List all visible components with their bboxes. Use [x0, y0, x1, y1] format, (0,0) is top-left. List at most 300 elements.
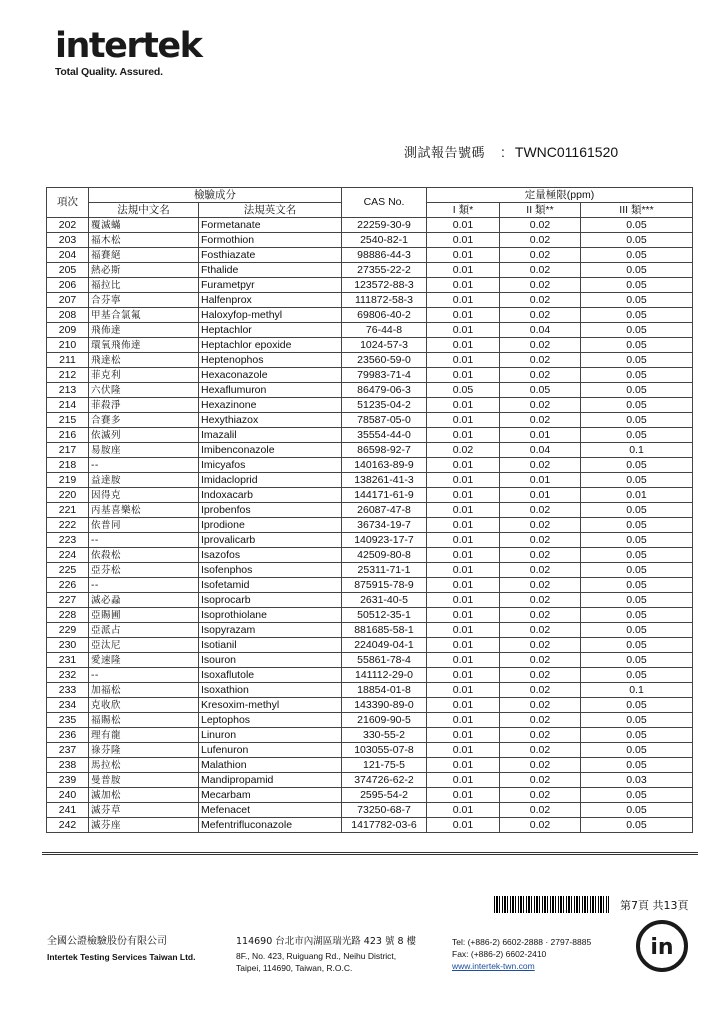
chinese-name-cell: 克收欣: [89, 698, 199, 713]
chinese-name-cell: 合芬寧: [89, 293, 199, 308]
report-number-line: [404, 142, 618, 161]
class-3-limit-cell: 0.05: [581, 473, 693, 488]
class-1-limit-cell: 0.01: [427, 248, 500, 263]
report-separator: :: [501, 144, 505, 160]
company-name-en: Intertek Testing Services Taiwan Ltd.: [47, 952, 196, 962]
cas-number-cell: 881685-58-1: [342, 623, 427, 638]
class-2-limit-cell: 0.02: [500, 458, 581, 473]
cas-number-cell: 374726-62-2: [342, 773, 427, 788]
table-row: [47, 728, 693, 743]
cas-number-cell: 2595-54-2: [342, 788, 427, 803]
english-name-cell: Indoxacarb: [199, 488, 342, 503]
logo-wordmark: intertek: [55, 26, 202, 66]
item-number-cell: 227: [47, 593, 89, 608]
english-name-cell: Linuron: [199, 728, 342, 743]
table-row: [47, 773, 693, 788]
english-name-cell: Iprobenfos: [199, 503, 342, 518]
item-number-cell: 229: [47, 623, 89, 638]
item-number-cell: 222: [47, 518, 89, 533]
chinese-name-cell: 滅必蝨: [89, 593, 199, 608]
class-3-limit-cell: 0.05: [581, 608, 693, 623]
cas-number-cell: 51235-04-2: [342, 398, 427, 413]
class-1-limit-cell: 0.01: [427, 608, 500, 623]
table-row: [47, 803, 693, 818]
class-1-limit-cell: 0.01: [427, 728, 500, 743]
class-3-limit-cell: 0.05: [581, 503, 693, 518]
chinese-name-cell: 亞汰尼: [89, 638, 199, 653]
class-3-limit-cell: 0.05: [581, 728, 693, 743]
chinese-name-cell: 依普同: [89, 518, 199, 533]
table-row: [47, 653, 693, 668]
fax: Fax: (+886-2) 6602-2410: [452, 949, 547, 959]
cas-number-cell: 123572-88-3: [342, 278, 427, 293]
table-row: [47, 443, 693, 458]
class-3-limit-cell: 0.05: [581, 563, 693, 578]
cas-number-cell: 76-44-8: [342, 323, 427, 338]
class-3-limit-cell: 0.05: [581, 248, 693, 263]
table-row: [47, 323, 693, 338]
class-1-limit-cell: 0.01: [427, 503, 500, 518]
class-2-limit-cell: 0.02: [500, 248, 581, 263]
chinese-name-cell: 祿芬隆: [89, 743, 199, 758]
class-3-limit-cell: 0.05: [581, 263, 693, 278]
chinese-name-cell: 加福松: [89, 683, 199, 698]
class-3-limit-cell: 0.01: [581, 488, 693, 503]
table-row: [47, 818, 693, 833]
item-number-cell: 228: [47, 608, 89, 623]
class-2-limit-cell: 0.02: [500, 653, 581, 668]
class-2-limit-cell: 0.02: [500, 788, 581, 803]
class-3-limit-cell: 0.1: [581, 683, 693, 698]
table-row: [47, 488, 693, 503]
english-name-cell: Halfenprox: [199, 293, 342, 308]
cas-number-cell: 1417782-03-6: [342, 818, 427, 833]
chinese-name-cell: 愛速隆: [89, 653, 199, 668]
class-1-limit-cell: 0.01: [427, 593, 500, 608]
class-1-limit-cell: 0.01: [427, 218, 500, 233]
english-name-cell: Mecarbam: [199, 788, 342, 803]
table-row: [47, 518, 693, 533]
class-3-limit-cell: 0.05: [581, 578, 693, 593]
cas-number-cell: 875915-78-9: [342, 578, 427, 593]
english-name-cell: Isopyrazam: [199, 623, 342, 638]
class-3-limit-cell: 0.05: [581, 593, 693, 608]
class-1-limit-cell: 0.01: [427, 743, 500, 758]
english-name-cell: Hexazinone: [199, 398, 342, 413]
item-number-cell: 209: [47, 323, 89, 338]
class-2-limit-cell: 0.02: [500, 518, 581, 533]
chinese-name-cell: 因得克: [89, 488, 199, 503]
class-2-limit-cell: 0.02: [500, 638, 581, 653]
chinese-name-cell: 丙基喜樂松: [89, 503, 199, 518]
class-3-limit-cell: 0.05: [581, 308, 693, 323]
english-name-cell: Isotianil: [199, 638, 342, 653]
header-class-2: II 類**: [500, 203, 581, 218]
footer-contact: [452, 936, 591, 972]
english-name-cell: Mefenacet: [199, 803, 342, 818]
class-3-limit-cell: 0.05: [581, 743, 693, 758]
class-2-limit-cell: 0.02: [500, 353, 581, 368]
english-name-cell: Iprovalicarb: [199, 533, 342, 548]
english-name-cell: Kresoxim-methyl: [199, 698, 342, 713]
chinese-name-cell: 滅芬座: [89, 818, 199, 833]
class-1-limit-cell: 0.05: [427, 383, 500, 398]
table-row: [47, 458, 693, 473]
english-name-cell: Hexaconazole: [199, 368, 342, 383]
table-row: [47, 353, 693, 368]
english-name-cell: Heptachlor: [199, 323, 342, 338]
class-3-limit-cell: 0.05: [581, 353, 693, 368]
cas-number-cell: 138261-41-3: [342, 473, 427, 488]
class-3-limit-cell: 0.05: [581, 338, 693, 353]
class-1-limit-cell: 0.01: [427, 668, 500, 683]
item-number-cell: 239: [47, 773, 89, 788]
english-name-cell: Imibenconazole: [199, 443, 342, 458]
cas-number-cell: 2540-82-1: [342, 233, 427, 248]
chinese-name-cell: --: [89, 458, 199, 473]
class-3-limit-cell: 0.05: [581, 233, 693, 248]
class-2-limit-cell: 0.02: [500, 818, 581, 833]
class-1-limit-cell: 0.01: [427, 518, 500, 533]
class-3-limit-cell: 0.05: [581, 323, 693, 338]
item-number-cell: 215: [47, 413, 89, 428]
class-3-limit-cell: 0.1: [581, 443, 693, 458]
class-2-limit-cell: 0.02: [500, 623, 581, 638]
class-1-limit-cell: 0.01: [427, 773, 500, 788]
cas-number-cell: 330-55-2: [342, 728, 427, 743]
class-3-limit-cell: 0.05: [581, 293, 693, 308]
cas-number-cell: 55861-78-4: [342, 653, 427, 668]
header-limit: 定量極限(ppm): [427, 188, 693, 203]
class-1-limit-cell: 0.01: [427, 818, 500, 833]
table-row: [47, 383, 693, 398]
cas-number-cell: 79983-71-4: [342, 368, 427, 383]
class-1-limit-cell: 0.01: [427, 803, 500, 818]
english-name-cell: Fosthiazate: [199, 248, 342, 263]
class-1-limit-cell: 0.01: [427, 323, 500, 338]
chinese-name-cell: 理有龍: [89, 728, 199, 743]
class-3-limit-cell: 0.05: [581, 398, 693, 413]
item-number-cell: 203: [47, 233, 89, 248]
cas-number-cell: 140923-17-7: [342, 533, 427, 548]
class-1-limit-cell: 0.01: [427, 413, 500, 428]
chinese-name-cell: 福木松: [89, 233, 199, 248]
table-row: [47, 668, 693, 683]
class-3-limit-cell: 0.05: [581, 533, 693, 548]
english-name-cell: Imazalil: [199, 428, 342, 443]
class-3-limit-cell: 0.05: [581, 623, 693, 638]
table-row: [47, 548, 693, 563]
table-row: [47, 413, 693, 428]
english-name-cell: Isofetamid: [199, 578, 342, 593]
item-number-cell: 232: [47, 668, 89, 683]
chinese-name-cell: --: [89, 533, 199, 548]
class-3-limit-cell: 0.05: [581, 278, 693, 293]
english-name-cell: Lufenuron: [199, 743, 342, 758]
cas-number-cell: 18854-01-8: [342, 683, 427, 698]
chinese-name-cell: 滅加松: [89, 788, 199, 803]
class-1-limit-cell: 0.01: [427, 533, 500, 548]
item-number-cell: 241: [47, 803, 89, 818]
item-number-cell: 240: [47, 788, 89, 803]
class-1-limit-cell: 0.02: [427, 443, 500, 458]
address-en-line-2: Taipei, 114690, Taiwan, R.O.C.: [236, 963, 353, 973]
chinese-name-cell: 飛達松: [89, 353, 199, 368]
table-row: [47, 338, 693, 353]
report-number-label: 測試報告號碼: [404, 146, 486, 161]
tel: Tel: (+886-2) 6602-2888 · 2797-8885: [452, 937, 592, 947]
class-3-limit-cell: 0.05: [581, 758, 693, 773]
cas-number-cell: 103055-07-8: [342, 743, 427, 758]
class-1-limit-cell: 0.01: [427, 398, 500, 413]
class-2-limit-cell: 0.02: [500, 713, 581, 728]
class-2-limit-cell: 0.01: [500, 428, 581, 443]
item-number-cell: 235: [47, 713, 89, 728]
chinese-name-cell: 曼普胺: [89, 773, 199, 788]
item-number-cell: 234: [47, 698, 89, 713]
page-number: 第7頁 共13頁: [620, 899, 689, 912]
cas-number-cell: 69806-40-2: [342, 308, 427, 323]
english-name-cell: Imidacloprid: [199, 473, 342, 488]
item-number-cell: 220: [47, 488, 89, 503]
item-number-cell: 219: [47, 473, 89, 488]
table-row: [47, 398, 693, 413]
table-row: [47, 758, 693, 773]
table-row: [47, 623, 693, 638]
item-number-cell: 230: [47, 638, 89, 653]
english-name-cell: Isoprothiolane: [199, 608, 342, 623]
chinese-name-cell: 依殺松: [89, 548, 199, 563]
class-1-limit-cell: 0.01: [427, 788, 500, 803]
table-row: [47, 713, 693, 728]
address-zh: 114690 台北市內湖區瑞光路 423 號 8 樓: [236, 936, 417, 947]
chinese-name-cell: 菲克利: [89, 368, 199, 383]
table-row: [47, 698, 693, 713]
class-3-limit-cell: 0.05: [581, 803, 693, 818]
class-1-limit-cell: 0.01: [427, 638, 500, 653]
table-row: [47, 248, 693, 263]
cas-number-cell: 73250-68-7: [342, 803, 427, 818]
cas-number-cell: 36734-19-7: [342, 518, 427, 533]
chinese-name-cell: 覆滅蟎: [89, 218, 199, 233]
cas-number-cell: 22259-30-9: [342, 218, 427, 233]
barcode: [494, 896, 609, 913]
class-2-limit-cell: 0.02: [500, 218, 581, 233]
item-number-cell: 213: [47, 383, 89, 398]
cas-number-cell: 86479-06-3: [342, 383, 427, 398]
item-number-cell: 221: [47, 503, 89, 518]
table-row: [47, 218, 693, 233]
cas-number-cell: 23560-59-0: [342, 353, 427, 368]
cas-number-cell: 1024-57-3: [342, 338, 427, 353]
chinese-name-cell: 易胺座: [89, 443, 199, 458]
item-number-cell: 233: [47, 683, 89, 698]
class-2-limit-cell: 0.01: [500, 473, 581, 488]
item-number-cell: 231: [47, 653, 89, 668]
chinese-name-cell: 合賽多: [89, 413, 199, 428]
class-3-limit-cell: 0.05: [581, 428, 693, 443]
class-3-limit-cell: 0.05: [581, 413, 693, 428]
class-2-limit-cell: 0.02: [500, 773, 581, 788]
table-row: [47, 233, 693, 248]
class-2-limit-cell: 0.05: [500, 383, 581, 398]
class-1-limit-cell: 0.01: [427, 758, 500, 773]
class-2-limit-cell: 0.02: [500, 593, 581, 608]
english-name-cell: Imicyafos: [199, 458, 342, 473]
table-row: [47, 608, 693, 623]
class-2-limit-cell: 0.02: [500, 413, 581, 428]
chinese-name-cell: 飛佈達: [89, 323, 199, 338]
class-2-limit-cell: 0.02: [500, 503, 581, 518]
cas-number-cell: 21609-90-5: [342, 713, 427, 728]
cas-number-cell: 140163-89-9: [342, 458, 427, 473]
class-1-limit-cell: 0.01: [427, 428, 500, 443]
item-number-cell: 242: [47, 818, 89, 833]
class-3-limit-cell: 0.05: [581, 788, 693, 803]
chinese-name-cell: --: [89, 578, 199, 593]
class-1-limit-cell: 0.01: [427, 473, 500, 488]
cas-number-cell: 42509-80-8: [342, 548, 427, 563]
class-1-limit-cell: 0.01: [427, 713, 500, 728]
item-number-cell: 216: [47, 428, 89, 443]
class-3-limit-cell: 0.05: [581, 638, 693, 653]
footer-address: [236, 936, 416, 974]
chinese-name-cell: 益達胺: [89, 473, 199, 488]
cas-number-cell: 143390-89-0: [342, 698, 427, 713]
table-row: [47, 293, 693, 308]
header-zh-name: 法規中文名: [89, 203, 199, 218]
report-number: TWNC01161520: [514, 144, 619, 160]
class-2-limit-cell: 0.02: [500, 233, 581, 248]
class-2-limit-cell: 0.04: [500, 323, 581, 338]
chinese-name-cell: 亞芬松: [89, 563, 199, 578]
english-name-cell: Malathion: [199, 758, 342, 773]
english-name-cell: Hexythiazox: [199, 413, 342, 428]
class-2-limit-cell: 0.02: [500, 668, 581, 683]
item-number-cell: 207: [47, 293, 89, 308]
header-item-no: 項次: [47, 188, 89, 218]
class-2-limit-cell: 0.02: [500, 338, 581, 353]
cas-number-cell: 224049-04-1: [342, 638, 427, 653]
header-class-1: I 類*: [427, 203, 500, 218]
english-name-cell: Heptenophos: [199, 353, 342, 368]
class-1-limit-cell: 0.01: [427, 548, 500, 563]
class-3-limit-cell: 0.05: [581, 368, 693, 383]
english-name-cell: Mefentrifluconazole: [199, 818, 342, 833]
class-2-limit-cell: 0.02: [500, 533, 581, 548]
english-name-cell: Formothion: [199, 233, 342, 248]
table-row: [47, 533, 693, 548]
website-link[interactable]: www.intertek-twn.com: [452, 961, 535, 971]
table-row: [47, 263, 693, 278]
class-3-limit-cell: 0.05: [581, 518, 693, 533]
class-2-limit-cell: 0.02: [500, 743, 581, 758]
item-number-cell: 202: [47, 218, 89, 233]
class-1-limit-cell: 0.01: [427, 263, 500, 278]
table-row: [47, 788, 693, 803]
chinese-name-cell: 馬拉松: [89, 758, 199, 773]
table-body: [47, 218, 693, 833]
class-3-limit-cell: 0.03: [581, 773, 693, 788]
class-3-limit-cell: 0.05: [581, 218, 693, 233]
class-2-limit-cell: 0.02: [500, 293, 581, 308]
table-row: [47, 473, 693, 488]
class-1-limit-cell: 0.01: [427, 653, 500, 668]
class-1-limit-cell: 0.01: [427, 458, 500, 473]
header-class-3: III 類***: [581, 203, 693, 218]
cas-number-cell: 111872-58-3: [342, 293, 427, 308]
class-2-limit-cell: 0.02: [500, 683, 581, 698]
class-3-limit-cell: 0.05: [581, 383, 693, 398]
item-number-cell: 217: [47, 443, 89, 458]
chinese-name-cell: 環氧飛佈達: [89, 338, 199, 353]
english-name-cell: Isofenphos: [199, 563, 342, 578]
intertek-badge-icon: [634, 918, 690, 974]
item-number-cell: 223: [47, 533, 89, 548]
cas-number-cell: 35554-44-0: [342, 428, 427, 443]
english-name-cell: Isoxaflutole: [199, 668, 342, 683]
cas-number-cell: 78587-05-0: [342, 413, 427, 428]
table-row: [47, 593, 693, 608]
english-name-cell: Isoprocarb: [199, 593, 342, 608]
table-row: [47, 683, 693, 698]
cas-number-cell: 27355-22-2: [342, 263, 427, 278]
cas-number-cell: 141112-29-0: [342, 668, 427, 683]
english-name-cell: Heptachlor epoxide: [199, 338, 342, 353]
class-1-limit-cell: 0.01: [427, 698, 500, 713]
table-row: [47, 368, 693, 383]
class-3-limit-cell: 0.05: [581, 548, 693, 563]
english-name-cell: Iprodione: [199, 518, 342, 533]
class-2-limit-cell: 0.02: [500, 278, 581, 293]
class-1-limit-cell: 0.01: [427, 683, 500, 698]
table-row: [47, 578, 693, 593]
english-name-cell: Mandipropamid: [199, 773, 342, 788]
item-number-cell: 226: [47, 578, 89, 593]
english-name-cell: Isouron: [199, 653, 342, 668]
class-2-limit-cell: 0.02: [500, 308, 581, 323]
chinese-name-cell: 依滅列: [89, 428, 199, 443]
chinese-name-cell: 滅芬草: [89, 803, 199, 818]
class-1-limit-cell: 0.01: [427, 578, 500, 593]
item-number-cell: 211: [47, 353, 89, 368]
company-name-zh: 全國公證檢驗股份有限公司: [47, 936, 167, 947]
english-name-cell: Fthalide: [199, 263, 342, 278]
class-1-limit-cell: 0.01: [427, 293, 500, 308]
item-number-cell: 225: [47, 563, 89, 578]
cas-number-cell: 98886-44-3: [342, 248, 427, 263]
item-number-cell: 205: [47, 263, 89, 278]
class-1-limit-cell: 0.01: [427, 338, 500, 353]
item-number-cell: 238: [47, 758, 89, 773]
english-name-cell: Isoxathion: [199, 683, 342, 698]
header-component: 檢驗成分: [89, 188, 342, 203]
table-row: [47, 428, 693, 443]
item-number-cell: 208: [47, 308, 89, 323]
class-2-limit-cell: 0.02: [500, 608, 581, 623]
item-number-cell: 206: [47, 278, 89, 293]
chinese-name-cell: 六伏隆: [89, 383, 199, 398]
class-2-limit-cell: 0.04: [500, 443, 581, 458]
class-1-limit-cell: 0.01: [427, 488, 500, 503]
class-1-limit-cell: 0.01: [427, 368, 500, 383]
class-2-limit-cell: 0.02: [500, 758, 581, 773]
chinese-name-cell: 亞賜圃: [89, 608, 199, 623]
class-2-limit-cell: 0.02: [500, 728, 581, 743]
english-name-cell: Isazofos: [199, 548, 342, 563]
english-name-cell: Haloxyfop-methyl: [199, 308, 342, 323]
class-2-limit-cell: 0.02: [500, 563, 581, 578]
